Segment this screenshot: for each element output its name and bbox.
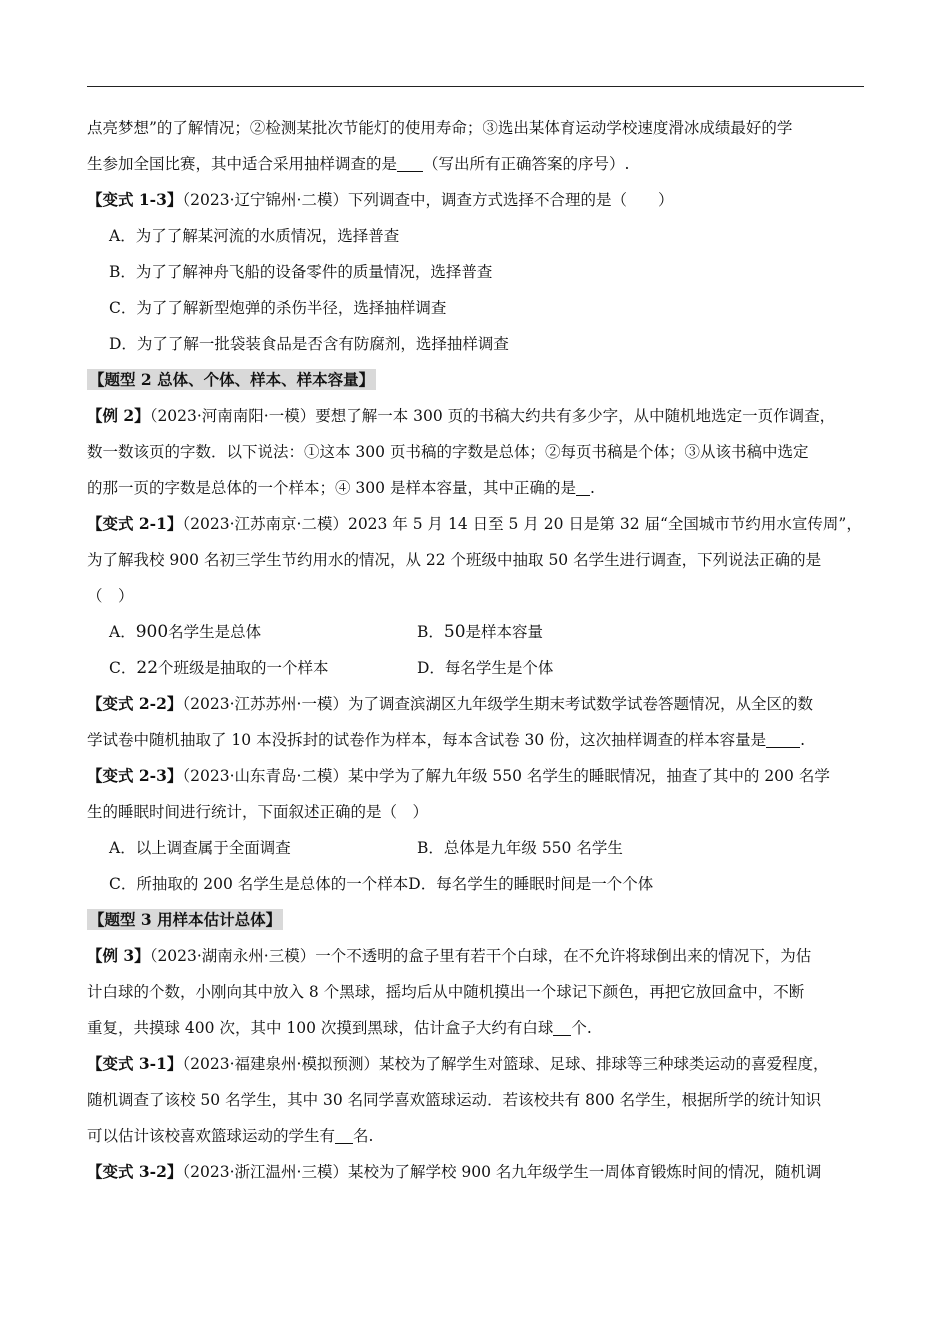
question-variant-3-1 bbox=[87, 1046, 877, 1082]
text-segment: . bbox=[800, 731, 806, 749]
option-number: 22 bbox=[136, 658, 159, 678]
question-variant-2-2 bbox=[87, 686, 877, 722]
question-text: （2023·山东青岛·二模）某中学为了解九年级 550 名学生的睡眠情况，抽查了其中的 200 名学 bbox=[182, 767, 830, 785]
option-text: 个班级是抽取的一个样本 bbox=[158, 659, 329, 677]
section-heading-3 bbox=[87, 902, 877, 938]
text-line bbox=[87, 470, 877, 506]
question-tag: 【变式 1-3】 bbox=[87, 190, 183, 209]
question-variant-2-1 bbox=[87, 506, 877, 542]
question-text: （2023·浙江温州·三模）某校为了解学校 900 名九年级学生一周体育锻炼时间的情况，随机调 bbox=[182, 1163, 822, 1181]
text-line: 生的睡眠时间进行统计，下面叙述正确的是（ ） bbox=[87, 803, 429, 821]
question-tag: 【变式 3-2】 bbox=[87, 1162, 183, 1181]
option-prefix: B． bbox=[417, 623, 444, 641]
question-variant-1-3 bbox=[87, 182, 877, 218]
text-segment: （写出所有正确答案的序号）. bbox=[423, 155, 630, 173]
text-segment: 生参加全国比赛，其中适合采用抽样调查的是 bbox=[87, 155, 398, 173]
text-segment: 个. bbox=[571, 1019, 592, 1037]
option-d[interactable]: D．为了了解一批袋装食品是否含有防腐剂，选择抽样调查 bbox=[109, 335, 509, 353]
option-prefix: A． bbox=[109, 623, 136, 641]
section-heading-label: 【题型 3 用样本估计总体】 bbox=[89, 910, 282, 929]
text-line: 数一数该页的字数．以下说法：①这本 300 页书稿的字数是总体；②每页书稿是个体；③从该书稿中选定 bbox=[87, 443, 809, 461]
option-c[interactable] bbox=[109, 650, 417, 686]
options-row bbox=[87, 650, 877, 686]
answer-blank[interactable] bbox=[553, 1017, 571, 1036]
document-page bbox=[87, 110, 877, 1190]
option-b[interactable]: B．总体是九年级 550 名学生 bbox=[417, 839, 623, 857]
question-variant-3-2 bbox=[87, 1154, 877, 1190]
text-segment: 可以估计该校喜欢篮球运动的学生有 bbox=[87, 1127, 336, 1145]
question-tag: 【例 3】 bbox=[87, 946, 150, 965]
question-tag: 【变式 2-1】 bbox=[87, 514, 183, 533]
text-segment: . bbox=[589, 479, 595, 497]
header-rule bbox=[87, 86, 864, 87]
question-variant-2-3 bbox=[87, 758, 877, 794]
section-heading-label: 【题型 2 总体、个体、样本、样本容量】 bbox=[89, 370, 375, 389]
text-line: 点亮梦想”的了解情况；②检测某批次节能灯的使用寿命；③选出某体育运动学校速度滑冰成绩最好的学 bbox=[87, 119, 793, 137]
question-tag: 【变式 3-1】 bbox=[87, 1054, 183, 1073]
question-text: （2023·江苏苏州·一模）为了调查滨湖区九年级学生期末考试数学试卷答题情况，从全区的数 bbox=[182, 695, 813, 713]
option-number: 50 bbox=[443, 622, 466, 642]
options-row bbox=[87, 614, 877, 650]
answer-blank[interactable] bbox=[766, 729, 800, 748]
answer-blank[interactable] bbox=[335, 1125, 353, 1144]
option-text: 是样本容量 bbox=[465, 623, 544, 641]
question-text: （2023·河南南阳·一模）要想了解一本 300 页的书稿大约共有多少字，从中随机地选定一页作调查， bbox=[149, 407, 836, 425]
text-line bbox=[87, 1010, 877, 1046]
option-d[interactable]: D．每名学生是个体 bbox=[417, 659, 554, 677]
question-tag: 【例 2】 bbox=[87, 406, 150, 425]
example-3 bbox=[87, 938, 877, 974]
option-number: 900 bbox=[135, 622, 169, 642]
text-segment: 重复，共摸球 400 次，其中 100 次摸到黑球，估计盒子大约有白球 bbox=[87, 1019, 554, 1037]
text-line: （ ） bbox=[87, 587, 134, 605]
section-heading-2 bbox=[87, 362, 877, 398]
option-text: 名学生是总体 bbox=[168, 623, 262, 641]
text-line: 随机调查了该校 50 名学生，其中 30 名同学喜欢篮球运动．若该校共有 800 名学生，根据所学的统计知识 bbox=[87, 1091, 822, 1109]
text-segment: 的那一页的字数是总体的一个样本；④ 300 是样本容量，其中正确的是 bbox=[87, 479, 576, 497]
option-a[interactable]: A．为了了解某河流的水质情况，选择普查 bbox=[109, 227, 400, 245]
option-prefix: C． bbox=[109, 659, 137, 677]
question-tag: 【变式 2-2】 bbox=[87, 694, 183, 713]
option-b[interactable] bbox=[417, 614, 543, 650]
option-a[interactable] bbox=[109, 614, 417, 650]
text-line: 为了解我校 900 名初三学生节约用水的情况，从 22 个班级中抽取 50 名学生进行调查，下列说法正确的是 bbox=[87, 551, 822, 569]
question-tag: 【变式 2-3】 bbox=[87, 766, 183, 785]
option-a[interactable]: A．以上调查属于全面调查 bbox=[109, 839, 291, 857]
answer-blank[interactable] bbox=[397, 153, 423, 172]
text-segment: 名. bbox=[353, 1127, 374, 1145]
option-c-d[interactable]: C．所抽取的 200 名学生是总体的一个样本D．每名学生的睡眠时间是一个个体 bbox=[109, 875, 654, 893]
answer-blank[interactable] bbox=[576, 477, 590, 496]
question-text: （2023·湖南永州·三模）一个不透明的盒子里有若干个白球，在不允许将球倒出来的情况下，为估 bbox=[149, 947, 812, 965]
text-segment: 学试卷中随机抽取了 10 本没拆封的试卷作为样本，每本含试卷 30 份，这次抽样调查的样本容量是 bbox=[87, 731, 767, 749]
text-line bbox=[87, 722, 877, 758]
text-line: 计白球的个数，小刚向其中放入 8 个黑球，摇均后从中随机摸出一个球记下颜色，再把它放回盒中，不断 bbox=[87, 983, 805, 1001]
question-text: （2023·福建泉州·模拟预测）某校为了解学生对篮球、足球、排球等三种球类运动的喜爱程度， bbox=[182, 1055, 829, 1073]
text-line bbox=[87, 146, 877, 182]
example-2 bbox=[87, 398, 877, 434]
options-row bbox=[87, 830, 877, 866]
question-text: （2023·江苏南京·二模）2023 年 5 月 14 日至 5 月 20 日是第 32 届“全国城市节约用水宣传周”， bbox=[182, 515, 862, 533]
option-c[interactable]: C．为了了解新型炮弹的杀伤半径，选择抽样调查 bbox=[109, 299, 447, 317]
option-b[interactable]: B．为了了解神舟飞船的设备零件的质量情况，选择普查 bbox=[109, 263, 493, 281]
text-line bbox=[87, 1118, 877, 1154]
question-text: （2023·辽宁锦州·二模）下列调查中，调查方式选择不合理的是（ ） bbox=[182, 191, 674, 209]
